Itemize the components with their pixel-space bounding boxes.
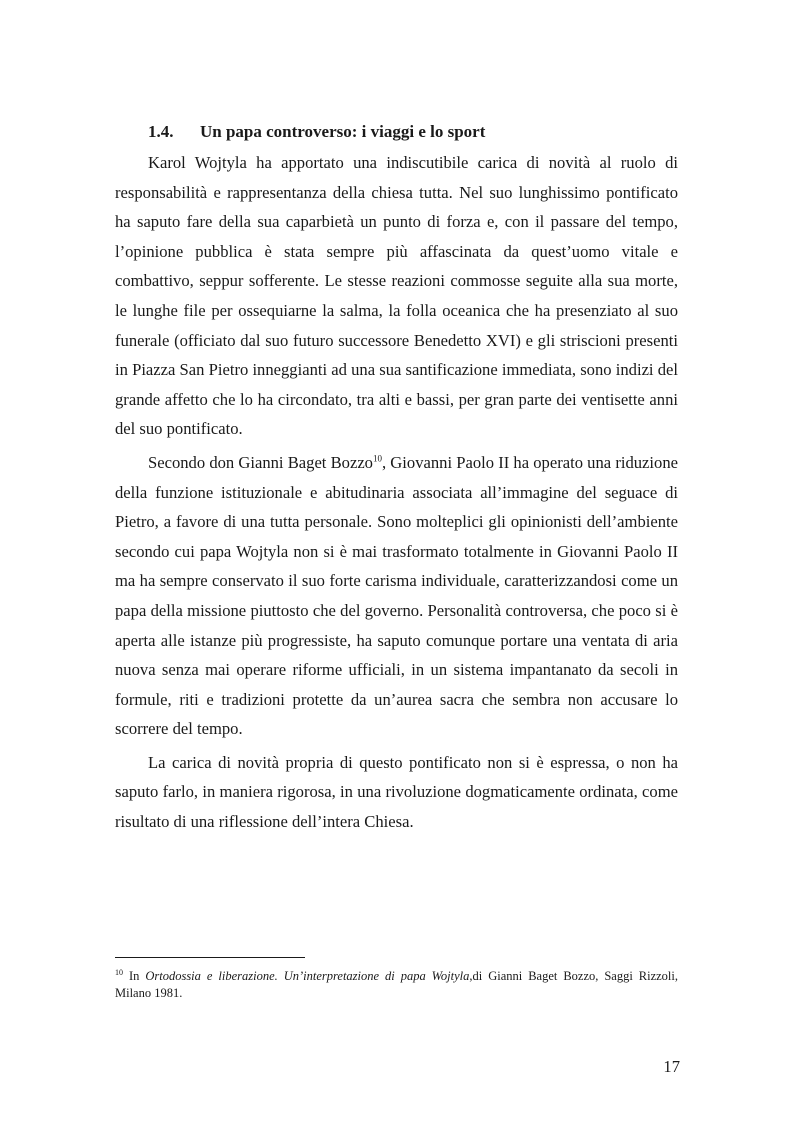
- paragraph-2-start: Secondo don Gianni Baget Bozzo: [148, 452, 373, 472]
- body-text: [115, 148, 678, 837]
- section-number: 1.4.: [148, 122, 174, 141]
- paragraph-2: [115, 448, 678, 744]
- footnote-prefix: In: [123, 969, 146, 983]
- paragraph-2-rest: , Giovanni Paolo II ha operato una riduzione della funzione istituzionale e abitudinaria associata all’immagine del seguace di Pietro, a favore di una tutta personale. Sono molteplici gli opinionisti dell’ambiente secondo cui papa Wojtyla non si è mai trasformato totalmente in Giovanni Paolo II ma ha sempre conservato il suo forte carisma individuale, caratterizzandosi come un papa della missione piuttosto che del governo. Personalità controversa, che poco si è aperta alle istanze più progressiste, ha saputo comunque portare una ventata di aria nuova senza mai operare riforme ufficiali, in un sistema impantanato da secoli in formule, riti e tradizioni protette da un’aurea sacra che sembra non accusare lo scorrere del tempo.: [115, 452, 678, 739]
- footnote-citation: ,di Gianni Baget Bozzo, Saggi Rizzoli, Milano 1981.: [115, 969, 678, 1000]
- section-heading: [148, 120, 485, 144]
- footnote-reference: 10: [372, 453, 382, 464]
- section-title: Un papa controverso: i viaggi e lo sport: [200, 122, 486, 141]
- footnote-book-title: Ortodossia e liberazione. Un’interpretazione di papa Wojtyla: [145, 969, 470, 983]
- footnote: [115, 968, 678, 1002]
- footnote-separator: [115, 957, 305, 958]
- paragraph-3: La carica di novità propria di questo pontificato non si è espressa, o non ha saputo farlo, in maniera rigorosa, in una rivoluzione dogmaticamente ordinata, come risultato di una riflessione dell’intera Chiesa.: [115, 752, 678, 832]
- paragraph-1: Karol Wojtyla ha apportato una indiscutibile carica di novità al ruolo di responsabilità e rappresentanza della chiesa tutta. Nel suo lunghissimo pontificato ha saputo fare della sua caparbietà un punto di forza e, con il passare del tempo, l’opinione pubblica è stata sempre più affascinata da quest’uomo vitale e combattivo, seppur sofferente. Le stesse reazioni commosse seguite alla sua morte, le lunghe file per ossequiarne la salma, la folla oceanica che ha presenziato al suo funerale (officiato dal suo futuro successore Benedetto XVI) e gli striscioni presenti in Piazza San Pietro inneggianti ad una sua santificazione immediata, sono indizi del grande affetto che lo ha circondato, tra alti e bassi, per gran parte dei ventisette anni del suo pontificato.: [115, 153, 678, 439]
- footnote-number: 10: [115, 967, 123, 977]
- page-number: 17: [663, 1057, 680, 1076]
